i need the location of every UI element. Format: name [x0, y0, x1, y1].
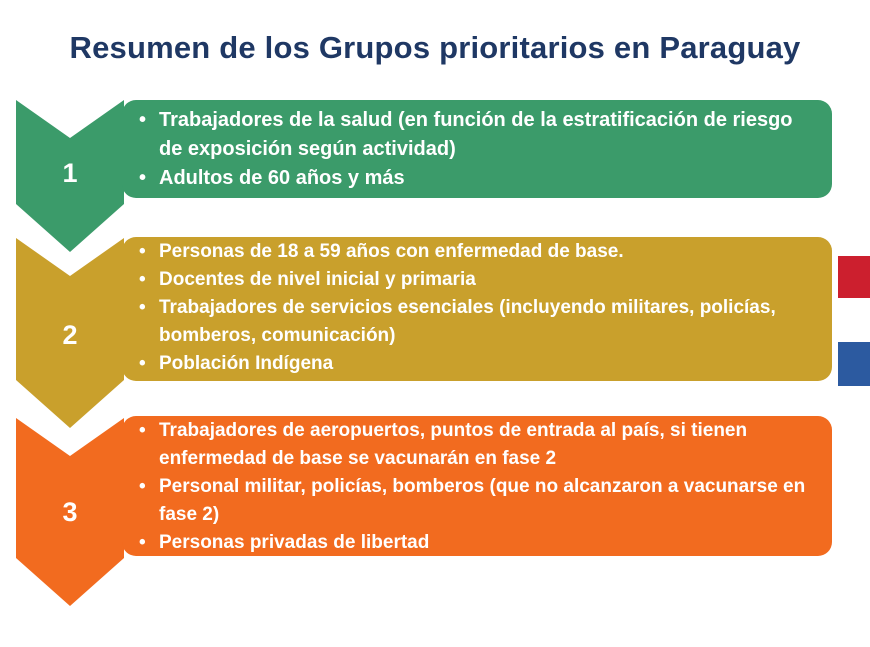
group-number-1: 1	[62, 158, 78, 188]
group-box-1	[122, 100, 832, 198]
flag-stripe-red	[838, 256, 870, 298]
list-item: • Trabajadores de aeropuertos, puntos de entrada al país, si tienen enfermedad de base se vacunarán en fase 2	[139, 420, 748, 469]
group-number-3: 3	[62, 497, 78, 527]
list-item: • Trabajadores de la salud (en función de la estratificación de riesgo de exposición según actividad)	[139, 109, 793, 160]
group-box-3	[122, 416, 832, 556]
list-item: • Adultos de 60 años y más	[139, 167, 405, 189]
list-item: • Personal militar, policías, bomberos (que no alcanzaron a vacunarse en fase 2)	[139, 476, 806, 525]
list-item: • Trabajadores de servicios esenciales (incluyendo militares, policías, bomberos, comunicación)	[139, 297, 776, 346]
flag-stripe-blue	[838, 342, 870, 386]
group-box-2	[122, 237, 832, 381]
list-item: • Personas de 18 a 59 años con enfermedad de base.	[139, 241, 624, 262]
list-item: • Población Indígena	[139, 353, 334, 374]
group-number-2: 2	[62, 320, 78, 350]
list-item: • Personas privadas de libertad	[139, 532, 430, 553]
list-item: • Docentes de nivel inicial y primaria	[139, 269, 476, 290]
page-title: Resumen de los Grupos prioritarios en Paraguay	[69, 30, 801, 65]
